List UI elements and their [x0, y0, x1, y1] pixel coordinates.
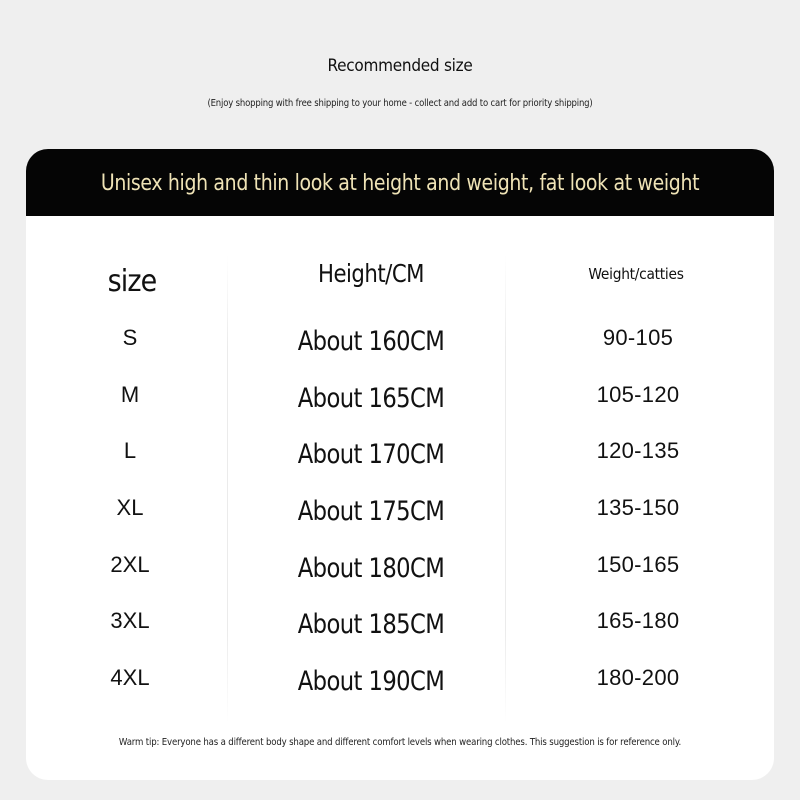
height-cell: About 180CM	[297, 553, 445, 584]
height-cell: About 190CM	[297, 666, 445, 697]
size-cell: 4XL	[110, 665, 150, 690]
column-header-size: size	[107, 264, 157, 299]
height-cell: About 170CM	[297, 439, 445, 470]
size-cell: L	[123, 438, 137, 463]
column-header-height: Height/CM	[317, 259, 424, 288]
height-cell: About 165CM	[297, 383, 445, 414]
size-table	[26, 149, 774, 780]
size-cell: 2XL	[110, 552, 150, 577]
size-cell: M	[120, 382, 140, 407]
footnote: Warm tip: Everyone has a different body shape and different comfort levels when wearing clothes. This suggestion is for reference only.	[118, 737, 682, 748]
table-row	[26, 378, 774, 418]
weight-cell: 105-120	[596, 382, 680, 407]
size-chart-card	[26, 149, 774, 780]
table-row	[26, 321, 774, 361]
weight-cell: 180-200	[596, 665, 680, 690]
table-row	[26, 661, 774, 701]
weight-cell: 90-105	[602, 325, 674, 350]
height-cell: About 175CM	[297, 496, 445, 527]
column-header-weight: Weight/catties	[588, 265, 684, 283]
page-title: Recommended size	[327, 56, 473, 76]
banner-text: Unisex high and thin look at height and weight, fat look at weight	[100, 171, 700, 196]
weight-cell: 135-150	[596, 495, 680, 520]
page-subtitle: (Enjoy shopping with free shipping to your home - collect and add to cart for priority shipping)	[207, 98, 593, 109]
size-cell: S	[122, 325, 138, 350]
height-cell: About 160CM	[297, 326, 445, 357]
weight-cell: 165-180	[596, 608, 680, 633]
table-row	[26, 434, 774, 474]
height-cell: About 185CM	[297, 609, 445, 640]
table-row	[26, 604, 774, 644]
weight-cell: 120-135	[596, 438, 680, 463]
weight-cell: 150-165	[596, 552, 680, 577]
table-row	[26, 491, 774, 531]
table-row	[26, 548, 774, 588]
size-cell: 3XL	[110, 608, 150, 633]
size-cell: XL	[116, 495, 144, 520]
